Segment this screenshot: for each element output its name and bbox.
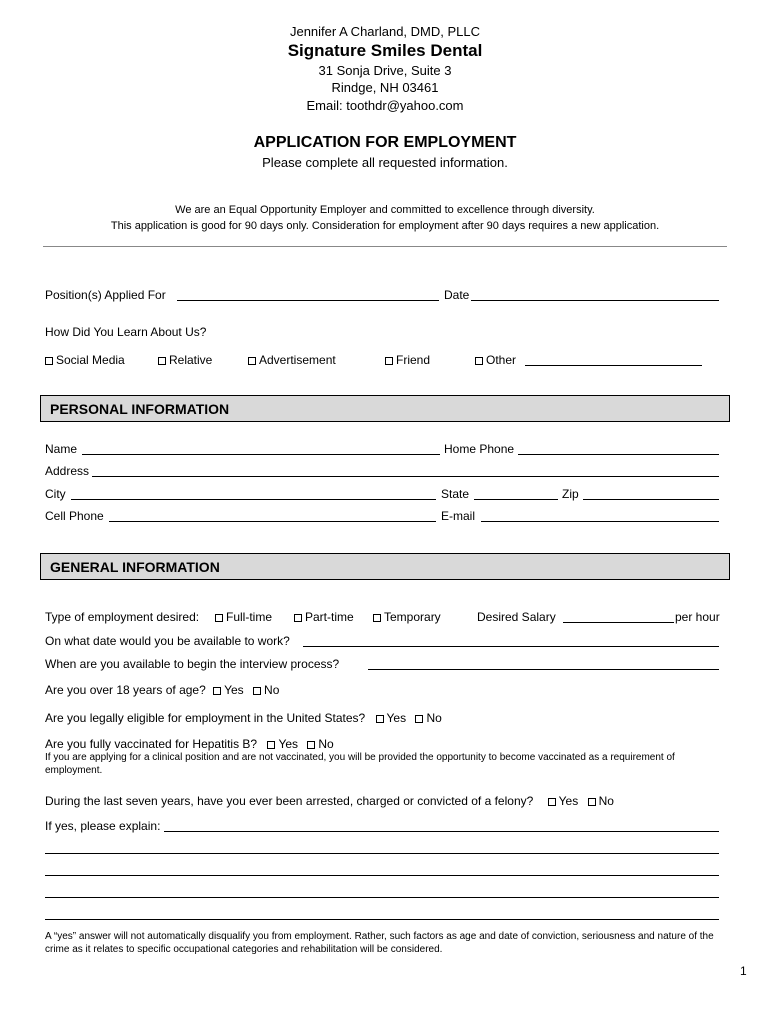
- name-field[interactable]: [82, 454, 440, 455]
- available-date-field[interactable]: [303, 646, 719, 647]
- state-field[interactable]: [474, 499, 558, 500]
- checkbox-icon[interactable]: [385, 357, 393, 365]
- checkbox-icon[interactable]: [294, 614, 302, 622]
- position-label: Position(s) Applied For: [45, 288, 166, 302]
- salary-field[interactable]: [563, 622, 674, 623]
- explain-field-line-1[interactable]: [164, 831, 719, 832]
- position-field[interactable]: [177, 300, 439, 301]
- option-part-time[interactable]: Part-time: [294, 610, 354, 624]
- other-field[interactable]: [525, 365, 702, 366]
- checkbox-icon[interactable]: [267, 741, 275, 749]
- checkbox-icon[interactable]: [548, 798, 556, 806]
- checkbox-icon[interactable]: [376, 715, 384, 723]
- hepb-question: Are you fully vaccinated for Hepatitis B? Yes No: [45, 737, 334, 751]
- option-relative[interactable]: Relative: [158, 353, 212, 367]
- employment-type-label: Type of employment desired:: [45, 610, 200, 624]
- option-temporary[interactable]: Temporary: [373, 610, 441, 624]
- explain-field-line-2[interactable]: [45, 853, 719, 854]
- date-field[interactable]: [471, 300, 719, 301]
- address-label: Address: [45, 464, 90, 478]
- explain-field-line-4[interactable]: [45, 897, 719, 898]
- form-subtitle: Please complete all requested information.: [262, 155, 508, 170]
- over18-question: Are you over 18 years of age? Yes No: [45, 683, 280, 697]
- cell-label: Cell Phone: [45, 509, 104, 523]
- page-number: 1: [740, 964, 747, 978]
- option-social-media[interactable]: Social Media: [45, 353, 125, 367]
- header-divider: [43, 246, 727, 247]
- explain-field-line-5[interactable]: [45, 919, 719, 920]
- available-date-label: On what date would you be available to work?: [45, 634, 290, 648]
- section-title: PERSONAL INFORMATION: [50, 401, 230, 417]
- section-title: GENERAL INFORMATION: [50, 559, 220, 575]
- eligible-question: Are you legally eligible for employment in the United States? Yes No: [45, 711, 442, 725]
- personal-section-header: [40, 395, 730, 422]
- zip-label: Zip: [562, 487, 579, 501]
- checkbox-icon[interactable]: [158, 357, 166, 365]
- validity-notice: This application is good for 90 days only. Consideration for employment after 90 days requires a new application.: [110, 220, 660, 232]
- email-label: E-mail: [441, 509, 476, 523]
- cell-field[interactable]: [109, 521, 436, 522]
- felony-question: During the last seven years, have you ever been arrested, charged or convicted of a felony? Yes No: [45, 794, 614, 808]
- state-label: State: [441, 487, 470, 501]
- city-field[interactable]: [71, 499, 436, 500]
- disclaimer: A “yes” answer will not automatically disqualify you from employment. Rather, such factors as age and date of conviction, seriousness and nature of the crime as it relates to specific occupational categories and rehabilitation will be considered.: [45, 931, 714, 955]
- clinic-name: Signature Smiles Dental: [287, 41, 483, 60]
- checkbox-icon[interactable]: [215, 614, 223, 622]
- option-full-time[interactable]: Full-time: [215, 610, 272, 624]
- name-label: Name: [45, 442, 78, 456]
- learn-question: How Did You Learn About Us?: [45, 325, 207, 339]
- home-phone-field[interactable]: [518, 454, 719, 455]
- practice-name: Jennifer A Charland, DMD, PLLC: [289, 24, 481, 39]
- interview-label: When are you available to begin the interview process?: [45, 657, 340, 671]
- checkbox-icon[interactable]: [588, 798, 596, 806]
- checkbox-icon[interactable]: [415, 715, 423, 723]
- home-phone-label: Home Phone: [444, 442, 515, 456]
- option-friend[interactable]: Friend: [385, 353, 430, 367]
- salary-label: Desired Salary: [477, 610, 556, 624]
- checkbox-icon[interactable]: [253, 687, 261, 695]
- checkbox-icon[interactable]: [475, 357, 483, 365]
- checkbox-icon[interactable]: [213, 687, 221, 695]
- clinic-email: Email: toothdr@yahoo.com: [306, 98, 464, 113]
- eoe-notice: We are an Equal Opportunity Employer and committed to excellence through diversity.: [175, 204, 595, 216]
- city-label: City: [45, 487, 66, 501]
- interview-field[interactable]: [368, 669, 719, 670]
- form-title: APPLICATION FOR EMPLOYMENT: [253, 134, 517, 151]
- checkbox-icon[interactable]: [373, 614, 381, 622]
- hepb-note: If you are applying for a clinical position and are not vaccinated, you will be provided the opportunity to become vaccinated as a requirement of employment.: [45, 752, 675, 776]
- checkbox-icon[interactable]: [307, 741, 315, 749]
- salary-suffix: per hour: [675, 610, 720, 624]
- option-other[interactable]: Other: [475, 353, 516, 367]
- explain-label: If yes, please explain:: [45, 819, 161, 833]
- address-field[interactable]: [92, 476, 719, 477]
- email-field[interactable]: [481, 521, 719, 522]
- date-label: Date: [444, 288, 470, 302]
- explain-field-line-3[interactable]: [45, 875, 719, 876]
- address-line-1: 31 Sonja Drive, Suite 3: [318, 63, 452, 78]
- zip-field[interactable]: [583, 499, 719, 500]
- address-line-2: Rindge, NH 03461: [331, 80, 439, 95]
- general-section-header: [40, 553, 730, 580]
- option-advertisement[interactable]: Advertisement: [248, 353, 336, 367]
- checkbox-icon[interactable]: [45, 357, 53, 365]
- checkbox-icon[interactable]: [248, 357, 256, 365]
